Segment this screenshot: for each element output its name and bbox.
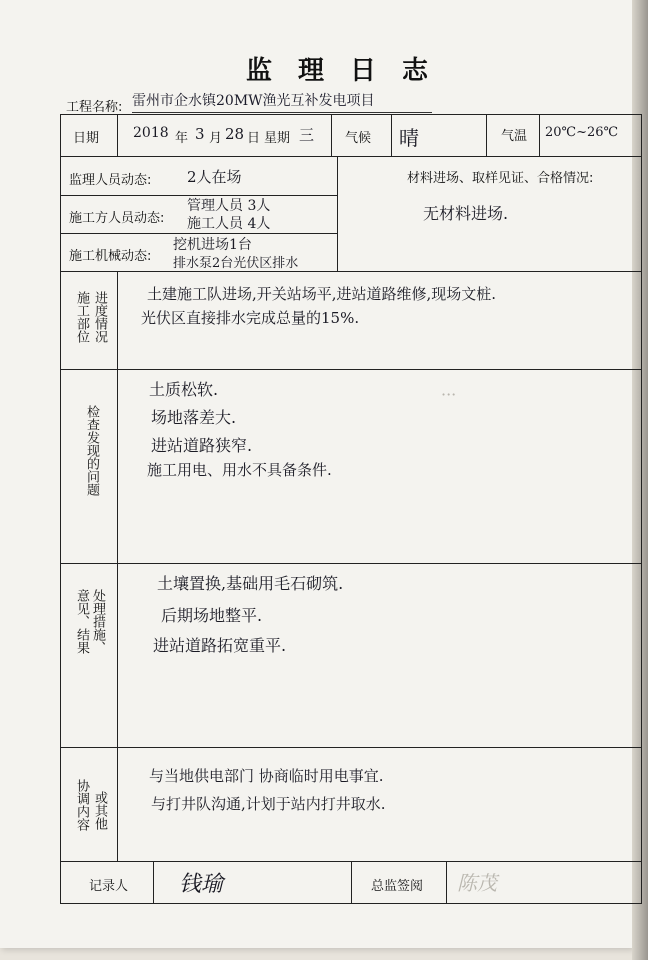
contractor-label: 施工方人员动态: <box>69 211 165 226</box>
row-divider <box>61 747 641 748</box>
chief-signature-label: 总监签阅 <box>371 879 424 894</box>
page-title: 监理日志 <box>245 56 454 86</box>
issue-line-1: 土质松软. <box>149 380 219 399</box>
progress-label-location: 施工部位 <box>74 291 89 343</box>
log-table <box>60 114 642 904</box>
issue-line-4: 施工用电、用水不具备条件. <box>147 461 332 479</box>
col-divider <box>153 861 154 903</box>
measure-line-2: 后期场地整平. <box>161 606 263 625</box>
col-divider <box>539 115 540 156</box>
temperature-label: 气温 <box>501 129 528 144</box>
row-divider <box>61 563 641 564</box>
supervisor-label: 监理人员动态: <box>69 173 152 188</box>
contractor-value-2: 施工人员 4人 <box>187 216 271 232</box>
measure-line-1: 土壤置换,基础用毛石砌筑. <box>157 574 344 593</box>
col-divider <box>486 115 487 156</box>
issue-line-3: 进站道路狭窄. <box>151 436 253 455</box>
bleed-through-text: ··· <box>441 385 457 404</box>
row-divider <box>61 271 641 272</box>
weekday-label: 星期 <box>264 131 291 146</box>
progress-label-status: 进度情况 <box>92 291 107 343</box>
date-year: 2018 <box>133 125 169 141</box>
chief-signature: 陈茂 <box>457 871 497 895</box>
col-divider <box>117 115 118 156</box>
month-unit: 月 <box>209 131 223 146</box>
row-divider <box>61 156 641 157</box>
col-divider <box>446 861 447 903</box>
machinery-value-1: 挖机进场1台 <box>173 237 252 253</box>
materials-value: 无材料进场. <box>423 204 509 223</box>
weather-label: 气候 <box>345 131 372 146</box>
measures-label-b: 意见、结果 <box>74 589 89 654</box>
coordination-line-2: 与打井队沟通,计划于站内打井取水. <box>151 795 386 813</box>
measures-label-a: 处理措施、 <box>90 589 105 654</box>
day-unit: 日 <box>247 131 261 146</box>
contractor-value-1: 管理人员 3人 <box>187 198 271 214</box>
materials-label: 材料进场、取样见证、合格情况: <box>407 171 594 186</box>
date-day: 28 <box>225 125 245 143</box>
date-label: 日期 <box>73 131 100 146</box>
date-month: 3 <box>195 125 205 143</box>
progress-line-2: 光伏区直接排水完成总量的15%. <box>141 309 360 327</box>
project-name-label: 工程名称: <box>66 100 123 115</box>
machinery-label: 施工机械动态: <box>69 249 152 264</box>
supervisor-value: 2人在场 <box>187 168 242 186</box>
recorder-signature: 钱瑜 <box>179 872 224 897</box>
col-divider <box>337 156 338 271</box>
row-divider <box>61 369 641 370</box>
coordination-label-b: 或其他 <box>92 791 107 830</box>
col-divider <box>391 115 392 156</box>
col-divider <box>331 115 332 156</box>
project-name-value: 雷州市企水镇20MW渔光互补发电项目 <box>132 90 432 113</box>
issue-line-2: 场地落差大. <box>151 408 237 427</box>
coordination-label-a: 协调内容 <box>74 779 89 831</box>
recorder-label: 记录人 <box>89 879 129 894</box>
measure-line-3: 进站道路拓宽重平. <box>153 636 287 655</box>
temperature-value: 20℃~26℃ <box>545 125 619 140</box>
col-divider <box>351 861 352 903</box>
machinery-value-2: 排水泵2台光伏区排水 <box>173 256 299 271</box>
coordination-line-1: 与当地供电部门 协商临时用电事宜. <box>149 767 384 785</box>
progress-line-1: 土建施工队进场,开关站场平,进站道路维修,现场文桩. <box>147 285 497 303</box>
weekday-value: 三 <box>299 126 315 144</box>
issues-label: 检查发现的问题 <box>84 405 99 496</box>
year-unit: 年 <box>175 131 189 146</box>
weather-value: 晴 <box>399 126 419 150</box>
col-divider <box>117 271 118 861</box>
